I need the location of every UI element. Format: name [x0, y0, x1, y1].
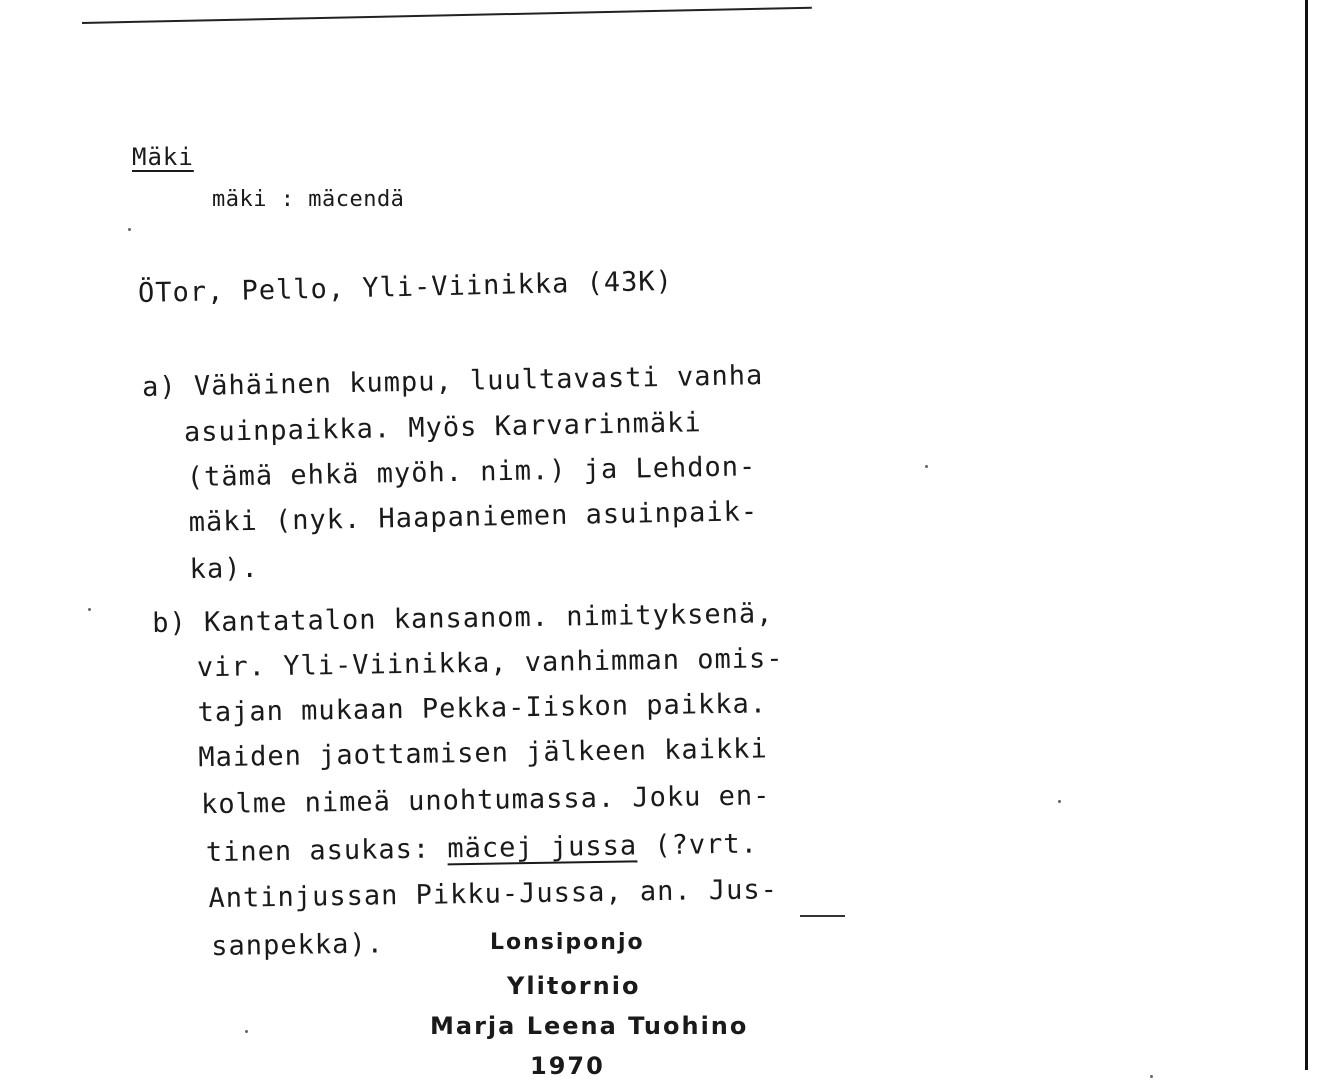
stamp-year: 1970	[530, 1052, 605, 1080]
entry-b-line: kolme nimeä unohtumassa. Joku en-	[200, 780, 771, 821]
entry-b-line: Antinjussan Pikku-Jussa, an. Jus-	[208, 874, 779, 915]
entry-heading: Mäki	[132, 143, 194, 171]
pronunciation: mäki : mäcendä	[212, 187, 405, 212]
entry-a-line: mäki (nyk. Haapaniemen asuinpaik-	[188, 496, 759, 539]
dash-mark	[800, 915, 845, 917]
entry-a-line: a) Vähäinen kumpu, luultavasti vanha	[141, 360, 764, 403]
stamp-place: Ylitornio	[507, 972, 641, 1000]
entry-b-text: (?vrt.	[636, 828, 759, 862]
speck	[1058, 800, 1061, 803]
entry-b-line: vir. Yli-Viinikka, vanhimman omis-	[196, 643, 784, 684]
entry-b-line: tajan mukaan Pekka-Iiskon paikka.	[197, 688, 768, 729]
entry-a-line: ka).	[189, 552, 259, 586]
dialect-name: mäcej jussa	[447, 830, 638, 865]
location: ÖTor, Pello, Yli-Viinikka (43K)	[137, 265, 674, 309]
entry-a-line: (tämä ehkä myöh. nim.) ja Lehdon-	[186, 451, 757, 494]
stamp-collection: Lonsiponjo	[490, 930, 645, 955]
entry-b-line: Maiden jaottamisen jälkeen kaikki	[198, 733, 768, 774]
speck	[128, 228, 131, 231]
stamp-collector: Marja Leena Tuohino	[430, 1012, 749, 1040]
speck	[1150, 1075, 1153, 1078]
entry-b-line: b) Kantatalon kansanom. nimityksenä,	[151, 598, 774, 639]
entry-b-line: sanpekka).	[211, 928, 385, 963]
top-rule	[82, 7, 812, 24]
speck	[88, 608, 91, 611]
entry-b-text: tinen asukas:	[205, 833, 448, 869]
speck	[925, 465, 928, 468]
entry-a-line: asuinpaikka. Myös Karvarinmäki	[183, 407, 702, 449]
speck	[245, 1030, 248, 1033]
entry-b-line	[206, 828, 759, 868]
card-edge	[1305, 0, 1308, 1070]
